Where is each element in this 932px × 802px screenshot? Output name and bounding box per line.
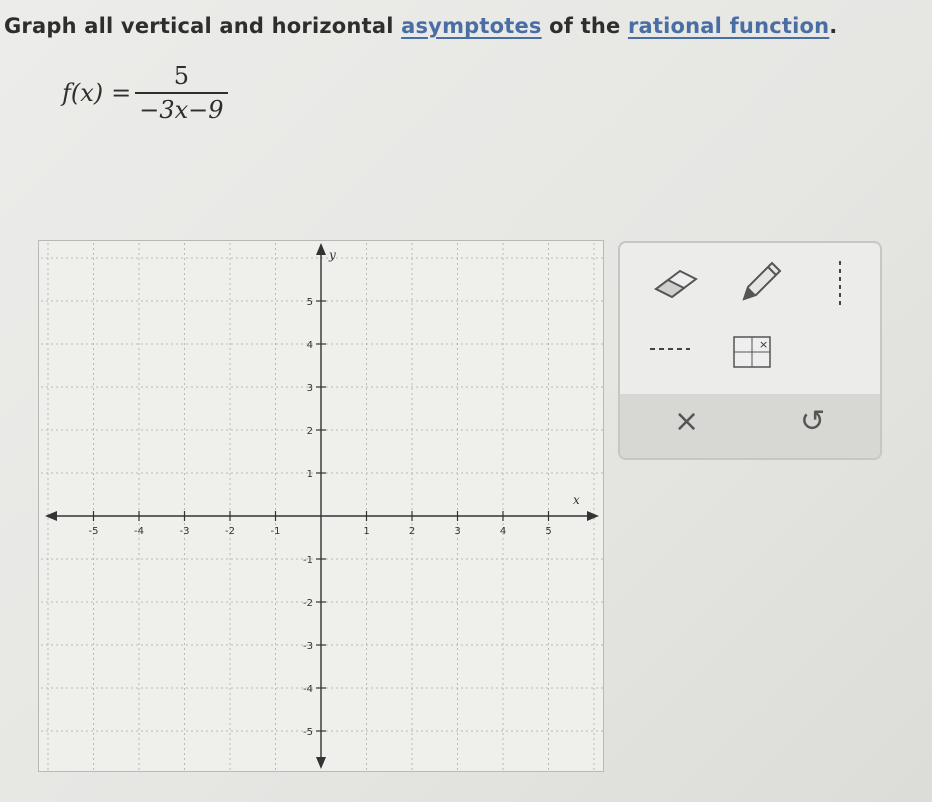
y-tick-label: -2 <box>303 598 313 609</box>
x-tick-label: 5 <box>545 526 552 537</box>
graph-canvas[interactable] <box>38 240 604 772</box>
horizontal-asymptote-button[interactable] <box>648 339 692 359</box>
x-axis-arrow-left <box>45 511 57 521</box>
y-axis-label: y <box>329 248 336 262</box>
function-lhs: f(x) <box>62 79 104 107</box>
pencil-button[interactable] <box>736 257 786 305</box>
y-tick-label: 4 <box>306 340 313 351</box>
x-tick-label: -5 <box>88 526 99 537</box>
x-tick-label: -4 <box>134 526 144 537</box>
pencil-icon <box>736 257 786 305</box>
x-tick-label: 4 <box>499 526 507 537</box>
vertical-asymptote-button[interactable] <box>830 259 850 307</box>
denominator: −3x−9 <box>135 92 227 124</box>
y-tick-label: -4 <box>303 684 313 695</box>
x-tick-label: -3 <box>179 526 190 537</box>
asymptotes-link[interactable]: asymptotes <box>401 14 542 38</box>
clear-grid-icon <box>732 335 772 369</box>
x-tick-label: 3 <box>454 526 461 537</box>
rational-function-link[interactable]: rational function <box>627 14 830 38</box>
function-expression <box>62 62 228 124</box>
y-tick-label: -3 <box>303 641 313 652</box>
y-tick-label: 5 <box>306 297 313 308</box>
toolbar-actions <box>620 394 880 458</box>
y-tick-label: 1 <box>306 469 313 480</box>
coordinate-grid[interactable] <box>39 241 605 773</box>
svg-text:×: × <box>759 338 769 351</box>
prompt-period: . <box>829 14 838 38</box>
x-tick-label: -2 <box>225 526 235 537</box>
equals-sign: = <box>111 79 132 107</box>
prompt-text-2: of the <box>541 14 628 38</box>
eraser-icon <box>650 259 700 303</box>
eraser-button[interactable] <box>650 259 700 303</box>
y-tick-label: -1 <box>303 555 313 566</box>
y-axis-arrow-down <box>316 757 326 769</box>
y-axis-arrow-up <box>316 243 326 255</box>
x-tick-label: -1 <box>270 526 281 537</box>
clear-button[interactable]: × <box>674 404 700 439</box>
fraction <box>135 62 227 124</box>
horizontal-asymptote-icon <box>648 339 692 359</box>
x-axis-label: x <box>573 493 580 507</box>
vertical-asymptote-icon <box>830 259 850 307</box>
x-tick-label: 1 <box>363 526 370 537</box>
numerator: 5 <box>173 62 190 90</box>
prompt-text: Graph all vertical and horizontal <box>4 14 402 38</box>
undo-button[interactable]: ↺ <box>800 404 826 439</box>
x-axis-arrow-right <box>587 511 599 521</box>
y-tick-label: 3 <box>306 383 313 394</box>
question-prompt <box>4 14 837 38</box>
grid-tool-button[interactable] <box>732 335 772 369</box>
y-tick-label: -5 <box>303 727 313 738</box>
x-tick-label: 2 <box>408 526 416 537</box>
graph-toolbar <box>618 241 882 460</box>
y-tick-label: 2 <box>306 426 313 437</box>
